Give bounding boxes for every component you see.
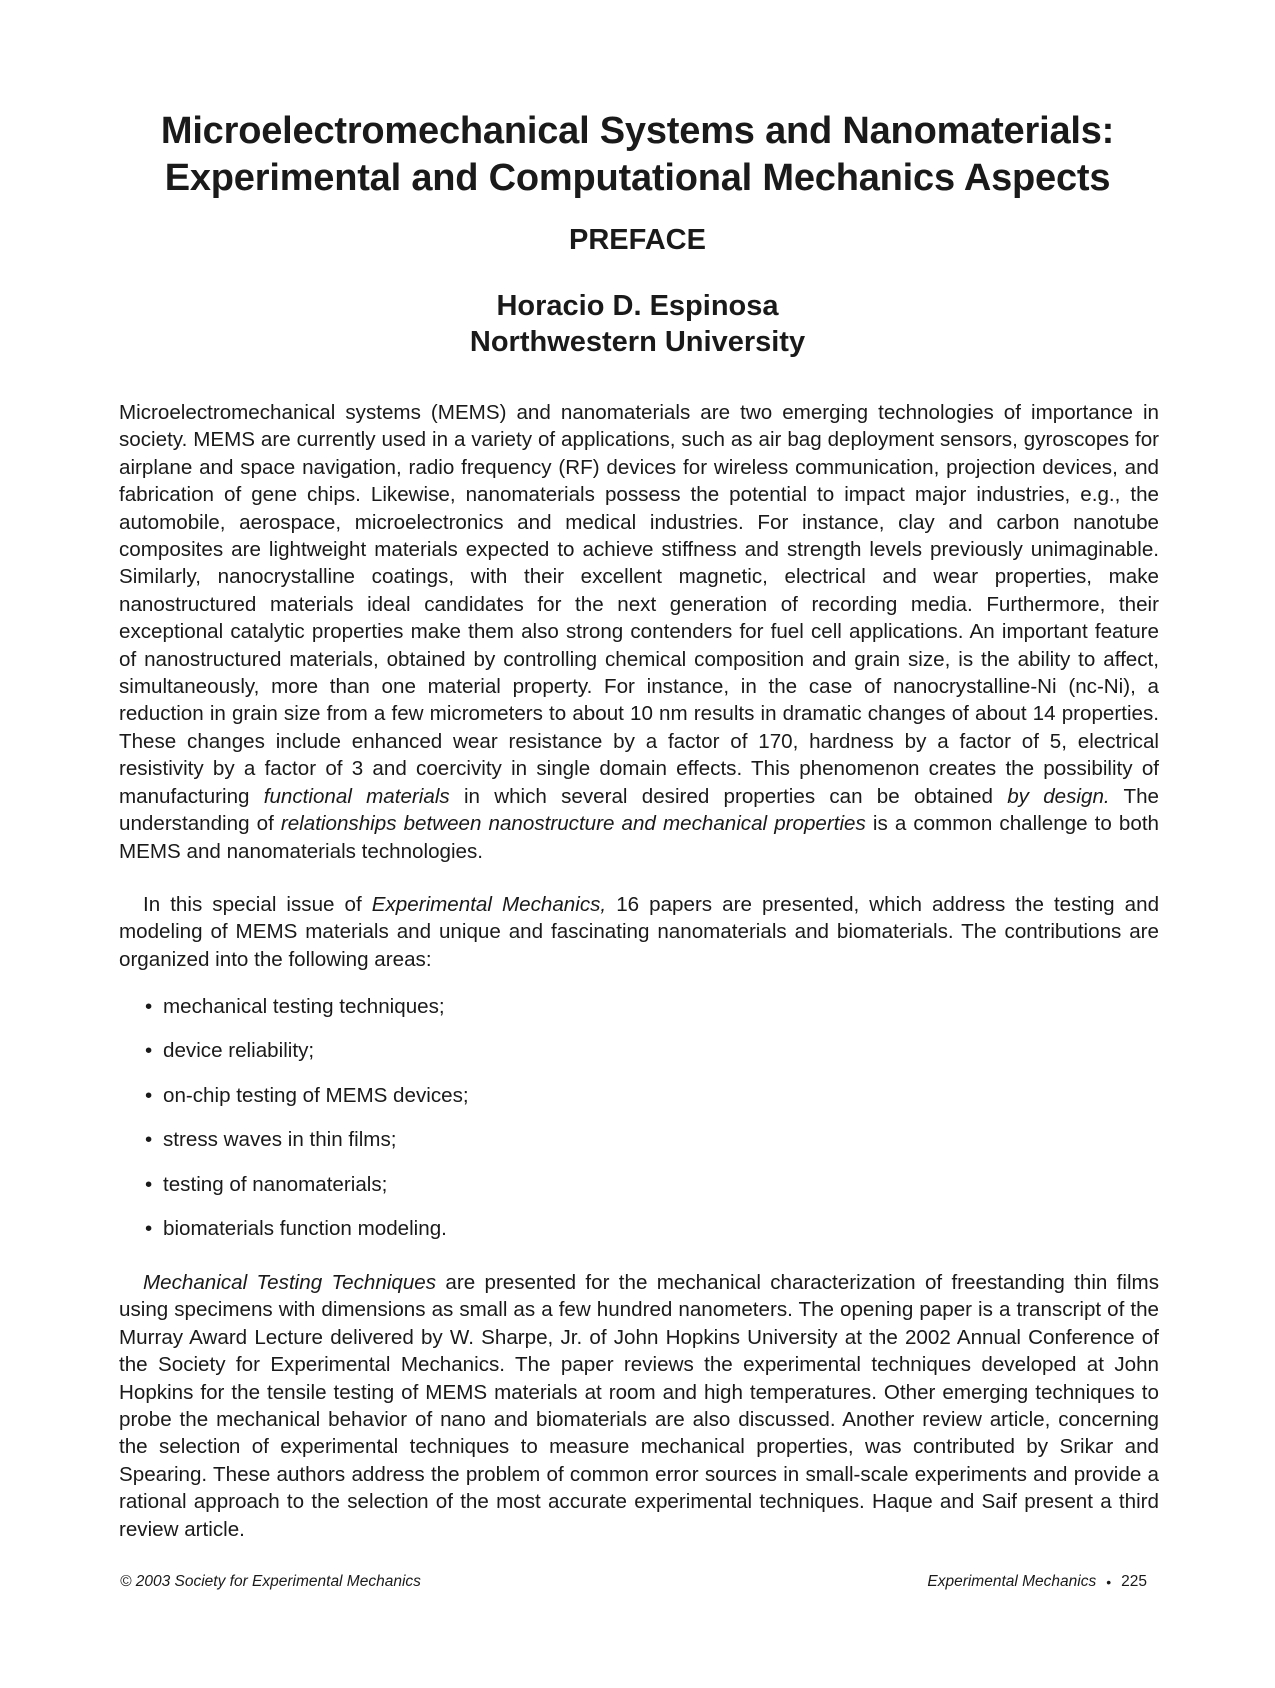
footer-journal [927,1573,1147,1591]
journal-name: Experimental Mechanics [927,1573,1097,1590]
text-run: 16 papers are presented, which address the testing and modeling of MEMS materials and unique and fascinating nanomaterials and biomaterials. The contributions are organized into the following areas: [119,893,1160,971]
list-item [145,1171,469,1215]
paragraph-testing-techniques [119,1269,1159,1543]
bullet-icon: • [145,995,153,1018]
emphasis: functional materials [263,784,450,808]
emphasis: by design. [1007,784,1110,808]
list-item-text: biomaterials function modeling. [163,1216,447,1240]
text-run: In this special issue of [143,893,372,916]
list-item [145,1126,469,1170]
bullet-icon: • [145,1128,153,1152]
bullet-icon: • [145,1216,153,1240]
author-block [0,288,1275,360]
paper-title: Microelectromechanical Systems and Nanomaterials: Experimental and Computational Mechanics Aspects [160,110,1115,199]
list-item [145,1082,469,1126]
emphasis: relationships between nanostructure and mechanical properties [280,812,866,836]
text-run: in which several desired properties can be obtained [449,784,1008,808]
section-heading: PREFACE [569,224,706,256]
emphasis: Mechanical Testing Techniques [143,1271,437,1294]
paragraph-issue [119,891,1159,973]
list-item [145,1215,469,1259]
list-item [145,993,469,1037]
separator-icon: • [1106,1574,1112,1590]
text-run: Microelectromechanical systems (MEMS) and nanomaterials are two emerging technologies of importance in society. MEMS are currently used in a variety of applications, such as air bag deployment sensors, gyroscopes for airplane and space navigation, radio frequency (RF) devices for wireless communication, projection devices, and fabrication of gene chips. Likewise, nanomaterials possess the potential to impact major industries, e.g., the automobile, aerospace, microelectronics and medical industries. For instance, clay and carbon nanotube composites are lightweight materials expected to achieve stiffness and strength levels previously unimaginable. Similarly, nanocrystalline coatings, with their excellent magnetic, electrical and wear properties, make nanostructured materials ideal candidates for the next generation of recording media. Furthermore, their exceptional catalytic properties make them also strong contenders for fuel cell applications. An important feature of nanostructured materials, obtained by controlling chemical composition and grain size, is the ability to affect, simultaneously, more than one material property. For instance, in the case of nanocrystalline-Ni (nc-Ni), a reduction in grain size from a few micrometers to about 10 nm results in dramatic changes of about 14 properties. These changes include enhanced wear resistance by a factor of 170, hardness by a factor of 5, electrical resistivity by a factor of 3 and coercivity in single domain effects. This phenomenon creates the possibility of manufacturing [119,401,1159,808]
text-run: are presented for the mechanical characterization of freestanding thin films using specimens with dimensions as small as a few hundred nanometers. The opening paper is a transcript of the Murray Award Lecture delivered by W. Sharpe, Jr. of John Hopkins University at the 2002 Annual Conference of the Society for Experimental Mechanics. The paper reviews the experimental techniques developed at John Hopkins for the tensile testing of MEMS materials at room and high temperatures. Other emerging techniques to probe the mechanical behavior of nano and biomaterials are also discussed. Another review article, concerning the selection of experimental techniques to measure mechanical properties, was contributed by Srikar and Spearing. These authors address the problem of common error sources in small-scale experiments and provide a rational approach to the selection of the most accurate experimental techniques. Haque and Saif present a third review article. [119,1271,1160,1541]
list-item-text: on-chip testing of MEMS devices; [163,1083,469,1107]
bullet-icon: • [145,1172,153,1196]
emphasis: Experimental Mechanics, [371,893,607,916]
author-name: Horacio D. Espinosa [496,290,779,322]
list-item-text: testing of nanomaterials; [163,1172,388,1196]
areas-list [145,993,469,1259]
footer-copyright: © 2003 Society for Experimental Mechanics [120,1573,421,1590]
list-item [145,1037,469,1081]
bullet-icon: • [145,1083,153,1107]
text-run: is a common challenge to both MEMS and nanomaterials technologies. [119,812,1159,863]
bullet-icon: • [145,1039,153,1063]
page-number: 225 [1121,1573,1147,1590]
list-item-text: device reliability; [163,1039,315,1063]
list-item-text: stress waves in thin films; [163,1128,397,1152]
text-run: The understanding of [119,784,1159,836]
list-item-text: mechanical testing techniques; [163,995,445,1018]
paragraph-intro [119,399,1159,865]
author-affiliation: Northwestern University [469,326,806,358]
